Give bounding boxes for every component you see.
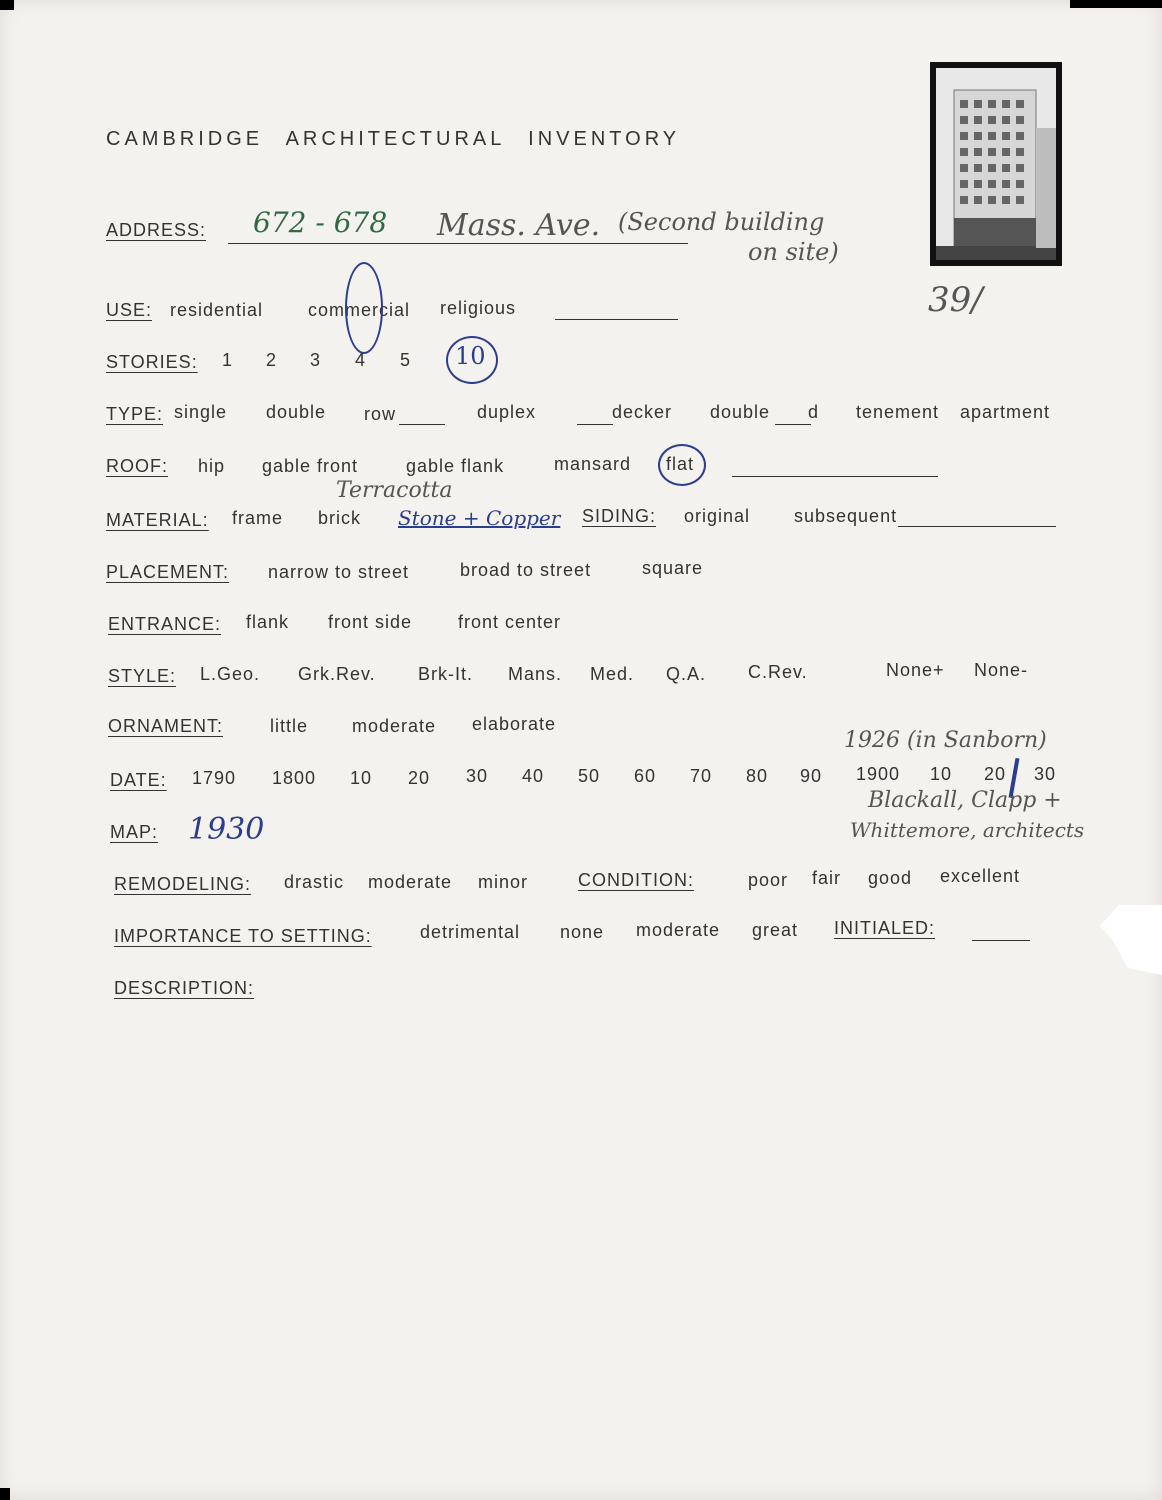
importance-option-moderate: moderate	[636, 920, 721, 940]
type-label: TYPE:	[106, 404, 164, 424]
condition-label: CONDITION:	[578, 870, 694, 890]
use-option-residential: residential	[170, 300, 264, 320]
style-option-lgeo: L.Geo.	[200, 664, 261, 684]
entrance-option-front-center: front center	[458, 612, 562, 632]
placement-option-narrow: narrow to street	[268, 562, 410, 582]
siding-blank	[898, 526, 1056, 527]
date-option-60: 60	[634, 766, 657, 786]
entrance-option-front-side: front side	[328, 612, 413, 632]
condition-option-fair: fair	[812, 868, 842, 888]
type-row-blank	[399, 424, 445, 425]
stories-option-2: 2	[266, 350, 278, 370]
type-option-single: single	[174, 402, 228, 422]
initialed-blank	[972, 940, 1030, 941]
stories-option-4: 4	[355, 350, 367, 370]
stories-value: 10	[455, 342, 486, 370]
architect-line-1: Blackall, Clapp +	[868, 788, 1062, 813]
address-note-line-1: (Second building	[618, 208, 825, 236]
importance-option-detrimental: detrimental	[420, 922, 521, 942]
placement-option-square: square	[642, 558, 704, 578]
map-value: 1930	[188, 812, 265, 847]
stories-label: STORIES:	[106, 352, 198, 372]
date-option-1910: 10	[930, 764, 953, 784]
address-street: Mass. Ave.	[437, 208, 601, 243]
type-option-double: double	[266, 402, 327, 422]
roof-label: ROOF:	[106, 456, 168, 476]
material-label: MATERIAL:	[106, 510, 209, 530]
style-option-none-minus: None-	[974, 660, 1029, 680]
date-option-70: 70	[690, 766, 713, 786]
stories-option-3: 3	[310, 350, 322, 370]
style-option-med: Med.	[590, 664, 635, 684]
siding-option-original: original	[684, 506, 751, 526]
roof-selection-circle	[658, 444, 706, 486]
address-note-line-2: on site)	[748, 238, 839, 266]
type-option-tenement: tenement	[856, 402, 940, 422]
siding-option-subsequent: subsequent	[794, 506, 898, 526]
building-illustration	[936, 68, 1056, 260]
address-underline	[228, 243, 688, 244]
roof-option-flat: flat	[666, 454, 695, 474]
stories-option-1: 1	[222, 350, 234, 370]
initialed-label: INITIALED:	[834, 918, 936, 938]
importance-option-great: great	[752, 920, 799, 940]
top-left-corner-mark	[0, 0, 14, 10]
type-option-double-d: double	[710, 402, 771, 422]
ornament-option-little: little	[270, 716, 309, 736]
type-option-decker: decker	[612, 402, 673, 422]
ornament-label: ORNAMENT:	[108, 716, 224, 736]
material-note-terracotta: Terracotta	[336, 478, 453, 503]
remodeling-label: REMODELING:	[114, 874, 252, 894]
building-photo	[930, 62, 1062, 266]
roof-option-gable-front: gable front	[262, 456, 359, 476]
inventory-number: 39/	[928, 280, 983, 320]
type-double-d-blank	[775, 424, 811, 425]
date-option-1930: 30	[1034, 764, 1057, 784]
condition-option-excellent: excellent	[940, 866, 1021, 886]
date-option-1920: 20	[984, 764, 1007, 784]
date-option-30: 30	[466, 766, 489, 786]
use-option-religious: religious	[440, 298, 517, 318]
roof-option-hip: hip	[198, 456, 226, 476]
condition-option-good: good	[868, 868, 913, 888]
description-label: DESCRIPTION:	[114, 978, 255, 998]
date-option-80: 80	[746, 766, 769, 786]
form-title: CAMBRIDGE ARCHITECTURAL INVENTORY	[106, 128, 681, 150]
date-option-1900: 1900	[856, 764, 901, 784]
torn-edge	[1100, 905, 1162, 975]
use-label: USE:	[106, 300, 153, 320]
date-option-50: 50	[578, 766, 601, 786]
condition-option-poor: poor	[748, 870, 789, 890]
entrance-label: ENTRANCE:	[108, 614, 222, 634]
date-option-40: 40	[522, 766, 545, 786]
material-option-frame: frame	[232, 508, 284, 528]
architect-line-2: Whittemore, architects	[850, 818, 1085, 842]
date-option-1790: 1790	[192, 768, 237, 788]
address-label: ADDRESS:	[106, 220, 207, 240]
roof-blank	[732, 476, 938, 477]
remodeling-option-minor: minor	[478, 872, 529, 892]
remodeling-option-drastic: drastic	[284, 872, 345, 892]
date-option-20: 20	[408, 768, 431, 788]
material-option-brick: brick	[318, 508, 362, 528]
material-note-stone-copper: Stone + Copper	[398, 506, 561, 530]
style-label: STYLE:	[108, 666, 177, 686]
type-option-d: d	[808, 402, 820, 422]
use-option-commercial: commercial	[308, 300, 411, 320]
map-label: MAP:	[110, 822, 159, 842]
style-option-mans: Mans.	[508, 664, 563, 684]
placement-option-broad: broad to street	[460, 560, 592, 580]
type-decker-blank	[577, 424, 613, 425]
use-blank	[555, 319, 678, 320]
remodeling-option-moderate: moderate	[368, 872, 453, 892]
style-option-none-plus: None+	[886, 660, 945, 680]
roof-option-mansard: mansard	[554, 454, 632, 474]
stories-option-5: 5	[400, 350, 412, 370]
use-selection-circle	[345, 262, 383, 354]
date-option-10: 10	[350, 768, 373, 788]
type-option-apartment: apartment	[960, 402, 1051, 422]
left-edge-mark	[0, 1488, 10, 1500]
ornament-option-elaborate: elaborate	[472, 714, 557, 734]
address-number: 672 - 678	[253, 206, 388, 239]
style-option-grkrev: Grk.Rev.	[298, 664, 376, 684]
roof-option-gable-flank: gable flank	[406, 456, 505, 476]
placement-label: PLACEMENT:	[106, 562, 230, 582]
ornament-option-moderate: moderate	[352, 716, 437, 736]
importance-label: IMPORTANCE TO SETTING:	[114, 926, 372, 946]
type-option-row: row	[364, 404, 397, 424]
style-option-crev: C.Rev.	[748, 662, 808, 682]
style-option-brkit: Brk-It.	[418, 664, 473, 684]
type-option-duplex: duplex	[477, 402, 537, 422]
entrance-option-flank: flank	[246, 612, 290, 632]
style-option-qa: Q.A.	[666, 664, 707, 684]
date-label: DATE:	[110, 770, 167, 790]
date-option-90: 90	[800, 766, 823, 786]
importance-option-none: none	[560, 922, 605, 942]
top-right-corner-mark	[1070, 0, 1162, 8]
date-option-1800: 1800	[272, 768, 317, 788]
date-note: 1926 (in Sanborn)	[844, 728, 1047, 753]
siding-label: SIDING:	[582, 506, 657, 526]
